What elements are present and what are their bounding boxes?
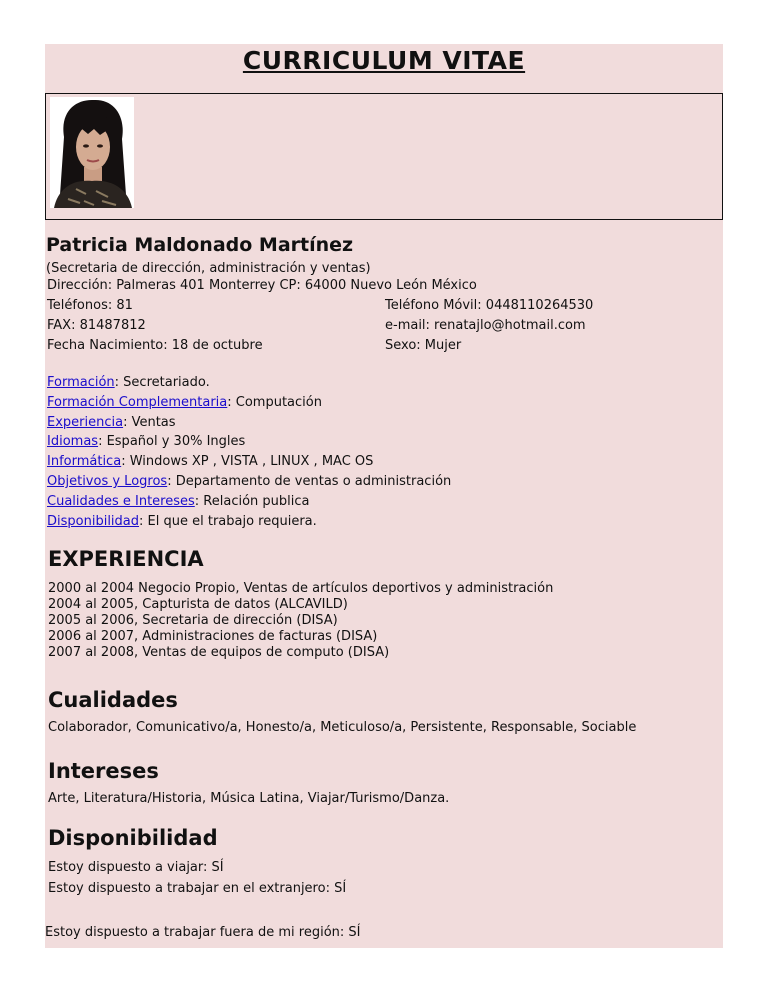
birth-date: Fecha Nacimiento: 18 de octubre [47, 338, 263, 353]
link-experiencia[interactable]: Experiencia [47, 414, 124, 430]
link-idiomas[interactable]: Idiomas [47, 434, 99, 450]
summary-list [47, 373, 451, 531]
sex: Sexo: Mujer [385, 338, 462, 353]
profile-photo [50, 97, 134, 208]
list-item: 2007 al 2008, Ventas de equipos de computo (DISA) [48, 645, 390, 660]
availability-region: Estoy dispuesto a trabajar fuera de mi región: SÍ [45, 925, 361, 940]
experience-list [48, 581, 553, 661]
list-item: 2005 al 2006, Secretaria de dirección (DISA) [48, 613, 338, 628]
interests-text: Arte, Literatura/Historia, Música Latina, Viajar/Turismo/Danza. [48, 791, 450, 806]
list-item: 2004 al 2005, Capturista de datos (ALCAVILD) [48, 597, 348, 612]
availability-abroad: Estoy dispuesto a trabajar en el extranjero: SÍ [48, 881, 347, 896]
list-item: 2006 al 2007, Administraciones de facturas (DISA) [48, 629, 378, 644]
list-item: 2000 al 2004 Negocio Propio, Ventas de artículos deportivos y administración [48, 581, 554, 596]
qualities-heading: Cualidades [48, 688, 178, 712]
document-title: CURRICULUM VITAE [242, 46, 526, 75]
interests-heading: Intereses [48, 759, 159, 783]
link-formacion-complementaria[interactable]: Formación Complementaria [47, 394, 228, 410]
availability-heading: Disponibilidad [48, 826, 218, 850]
fax: FAX: 81487812 [47, 318, 146, 333]
link-informatica[interactable]: Informática [47, 454, 122, 470]
qualities-text: Colaborador, Comunicativo/a, Honesto/a, Meticuloso/a, Persistente, Responsable, Sociable [48, 720, 637, 735]
summary-item-formacion-complementaria: Formación Complementaria: Computación [47, 394, 322, 410]
summary-item-disponibilidad: Disponibilidad: El que el trabajo requiera. [47, 513, 317, 529]
address: Dirección: Palmeras 401 Monterrey CP: 64000 Nuevo León México [47, 278, 477, 293]
mobile-phone: Teléfono Móvil: 0448110264530 [385, 298, 594, 313]
link-formacion[interactable]: Formación [47, 375, 115, 390]
summary-item-idiomas: Idiomas: Español y 30% Ingles [47, 434, 246, 450]
email: e-mail: renatajlo@hotmail.com [385, 318, 586, 333]
phones: Teléfonos: 81 [47, 298, 133, 313]
link-cualidades-intereses[interactable]: Cualidades e Intereses [47, 493, 195, 509]
link-disponibilidad[interactable]: Disponibilidad [47, 513, 140, 529]
candidate-name: Patricia Maldonado Martínez [46, 234, 354, 256]
summary-item-experiencia: Experiencia: Ventas [47, 414, 176, 430]
cv-page [45, 44, 723, 948]
summary-item-informatica: Informática: Windows XP , VISTA , LINUX , MAC OS [47, 454, 374, 470]
summary-item-formacion: Formación: Secretariado. [47, 375, 210, 390]
photo-frame [45, 93, 723, 220]
link-objetivos-logros[interactable]: Objetivos y Logros [47, 473, 168, 489]
availability-travel: Estoy dispuesto a viajar: SÍ [48, 860, 224, 875]
candidate-role: (Secretaria de dirección, administración y ventas) [46, 261, 371, 276]
summary-item-cualidades-intereses: Cualidades e Intereses: Relación publica [47, 493, 310, 509]
experience-heading: EXPERIENCIA [48, 547, 204, 571]
summary-item-objetivos: Objetivos y Logros: Departamento de ventas o administración [47, 473, 452, 489]
